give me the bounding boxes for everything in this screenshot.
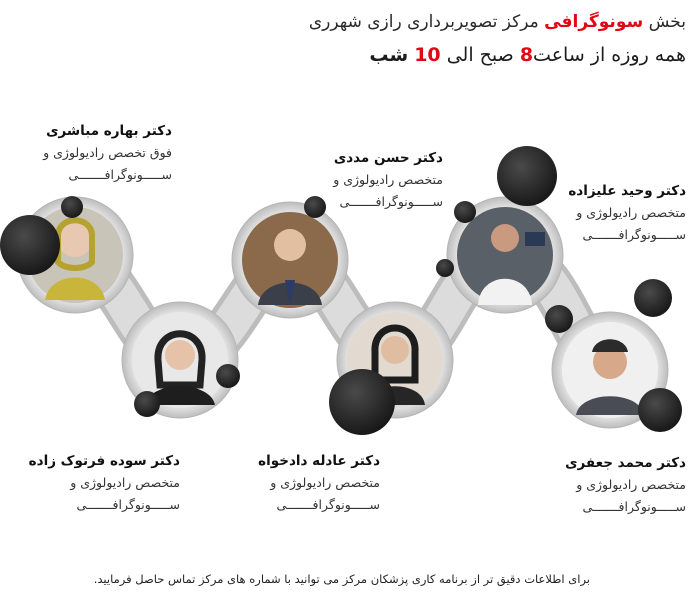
doctor-specialty: فوق تخصص رادیولوژی و xyxy=(43,145,172,160)
doctor-specialty-2: ســـــونوگرافـــــــی xyxy=(339,194,443,209)
hours-end: 10 xyxy=(414,44,441,66)
doctor-specialty: متخصص رادیولوژی و xyxy=(70,475,180,490)
doctor-specialty: متخصص رادیولوژی و xyxy=(333,172,443,187)
photo-2 xyxy=(242,212,338,308)
doctor-specialty-2: ســـــونوگرافـــــــی xyxy=(276,497,380,512)
doctor-name: دکتر محمد جعفری xyxy=(565,455,686,471)
footer-note: برای اطلاعات دقیق تر از برنامه کاری پزشکان مرکز می توانید با شماره های مرکز تماس حاصل فرمایید. xyxy=(93,572,590,586)
title-prefix: بخش xyxy=(648,12,686,32)
blob-2 xyxy=(61,196,83,218)
doctor-card-6 xyxy=(565,452,686,518)
doctor-name: دکتر سوده فرتوک زاده xyxy=(28,453,180,469)
doctor-specialty-2: ســـــونوگرافـــــــی xyxy=(76,497,180,512)
blob-8 xyxy=(134,391,160,417)
doctor-specialty-2: ســـــونوگرافـــــــی xyxy=(582,499,686,514)
hours-start: 8 xyxy=(519,44,534,66)
doctor-name: دکتر بهاره مباشری xyxy=(46,123,172,139)
doctor-name: دکتر عادله دادخواه xyxy=(258,453,380,469)
doctor-specialty-2: ســـــونوگرافـــــــی xyxy=(582,227,686,242)
blob-4 xyxy=(454,201,476,223)
blob-11 xyxy=(545,305,573,333)
blob-1 xyxy=(0,215,60,275)
doctor-card-3 xyxy=(568,180,686,246)
doctor-specialty: متخصص رادیولوژی و xyxy=(576,205,686,220)
doctor-name: دکتر وحید علیزاده xyxy=(568,183,686,199)
blob-12 xyxy=(638,388,682,432)
title-accent: سونوگرافی xyxy=(544,12,644,32)
hours-text-b: صبح الی xyxy=(446,44,514,66)
doctor-specialty-2: ســـــونوگرافـــــــی xyxy=(68,167,172,182)
blob-9 xyxy=(329,369,395,435)
doctor-specialty: متخصص رادیولوژی و xyxy=(576,477,686,492)
blob-10 xyxy=(634,279,672,317)
doctor-card-1 xyxy=(43,120,172,186)
hours-text-c: شب xyxy=(369,44,409,66)
blob-3 xyxy=(497,146,557,206)
blob-7 xyxy=(216,364,240,388)
hours-text-a: همه روزه از ساعت xyxy=(533,44,686,66)
blob-5 xyxy=(304,196,326,218)
doctor-card-4 xyxy=(29,450,180,516)
doctor-specialty: متخصص رادیولوژی و xyxy=(270,475,380,490)
doctor-card-2 xyxy=(333,147,443,213)
blob-6 xyxy=(436,259,454,277)
doctor-name: دکتر حسن مددی xyxy=(333,150,443,166)
title-suffix: مرکز تصویربرداری رازی شهرری xyxy=(308,12,539,32)
doctor-card-5 xyxy=(258,450,380,516)
